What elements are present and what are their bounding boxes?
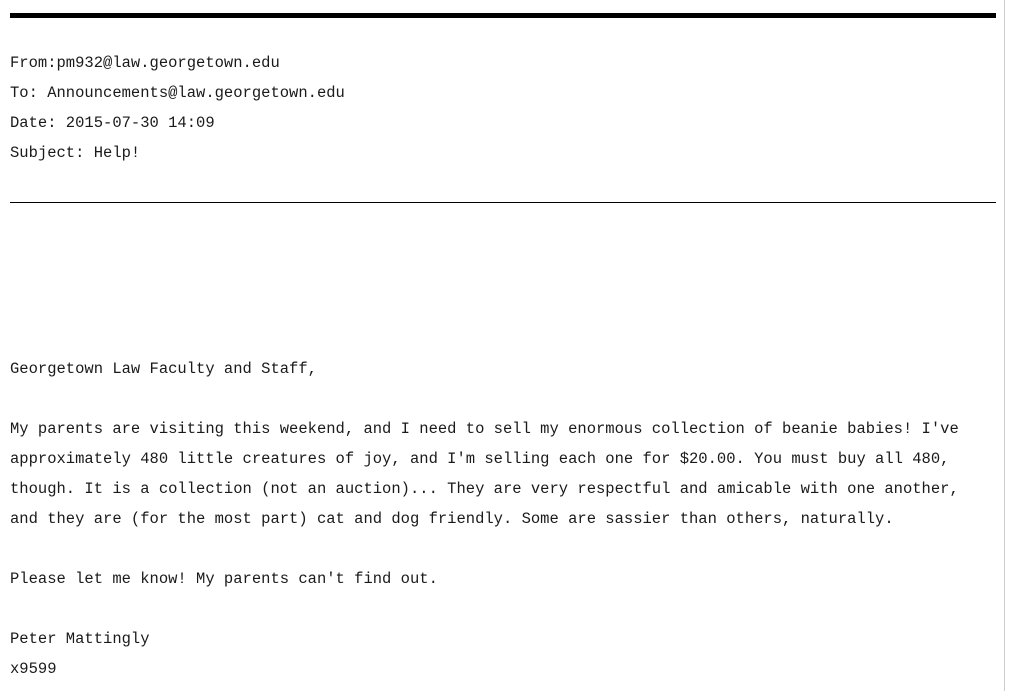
header-body-divider <box>10 202 996 203</box>
email-to-line: To: Announcements@law.georgetown.edu <box>10 84 345 102</box>
signature-name: Peter Mattingly <box>10 630 150 648</box>
email-paragraph-line: approximately 480 little creatures of joy, and I'm selling each one for $20.00. You must buy all 480, <box>10 450 950 468</box>
email-paragraph-line: though. It is a collection (not an auction)... They are very respectful and amicable with one another, <box>10 480 959 498</box>
top-rule-divider <box>10 13 996 18</box>
email-paragraph-line: My parents are visiting this weekend, and I need to sell my enormous collection of beanie babies! I've <box>10 420 959 438</box>
page-right-border <box>1004 0 1005 691</box>
email-paragraph-line: and they are (for the most part) cat and dog friendly. Some are sassier than others, naturally. <box>10 510 894 528</box>
email-closing-paragraph: Please let me know! My parents can't find out. <box>10 570 438 588</box>
email-greeting: Georgetown Law Faculty and Staff, <box>10 360 317 378</box>
signature-extension: x9599 <box>10 660 57 678</box>
email-from-line: From:pm932@law.georgetown.edu <box>10 54 280 72</box>
email-date-line: Date: 2015-07-30 14:09 <box>10 114 215 132</box>
email-subject-line: Subject: Help! <box>10 144 141 162</box>
